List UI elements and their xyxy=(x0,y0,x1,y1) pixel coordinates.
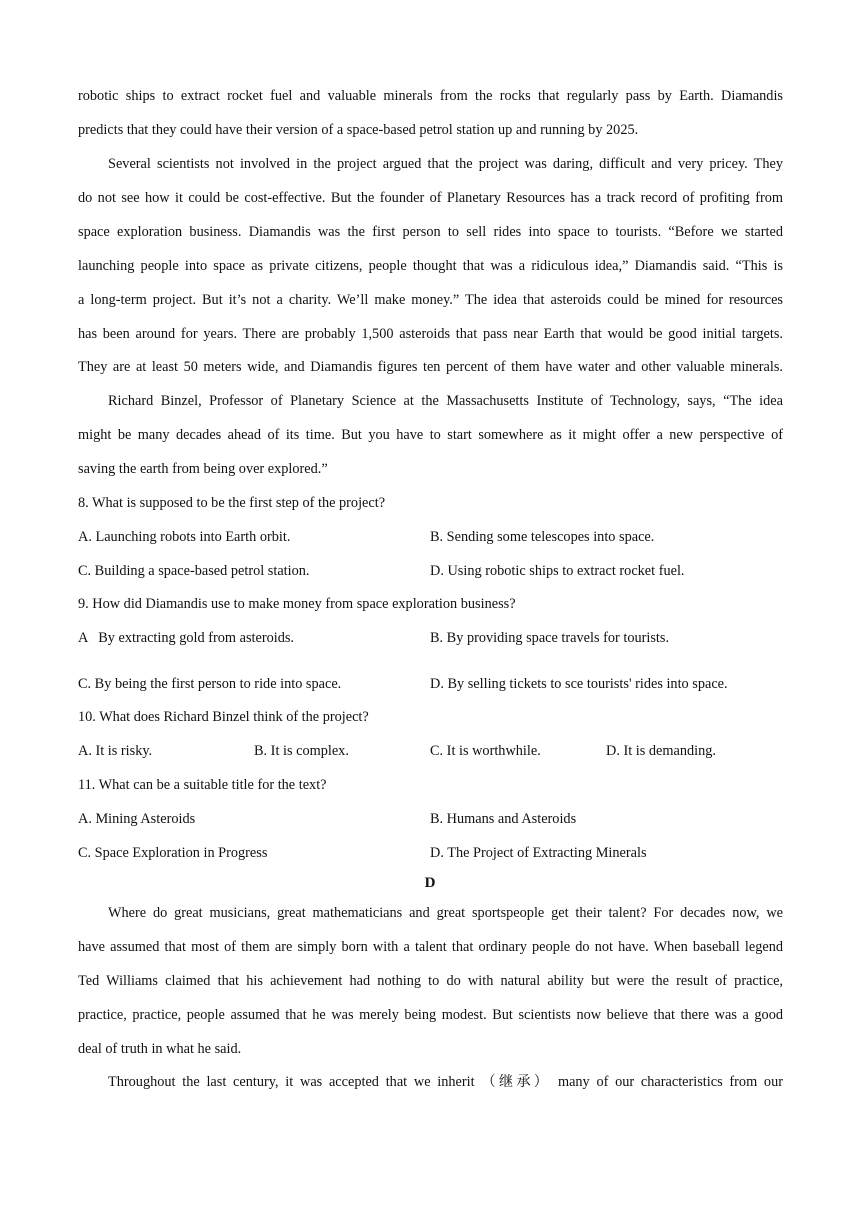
passage-c-p2-line-3: space exploration business. Diamandis was the first person to sell rides into space to tourists. “Before we started xyxy=(78,224,783,240)
question-10-option-a: A. It is risky. xyxy=(78,743,153,759)
question-10-stem: 10. What does Richard Binzel think of the project? xyxy=(78,709,369,725)
question-9-stem: 9. How did Diamandis use to make money from space exploration business? xyxy=(78,596,516,612)
passage-c-p3-line-2: might be many decades ahead of its time. But you have to start somewhere as it might offer a new perspective of xyxy=(78,427,783,443)
question-9-option-a: A By extracting gold from asteroids. xyxy=(78,630,295,646)
section-d-p1-line-3: Ted Williams claimed that his achievement had nothing to do with natural ability but were the result of practice, xyxy=(78,973,783,989)
question-8-option-d: D. Using robotic ships to extract rocket fuel. xyxy=(430,563,685,579)
passage-c-p3-line-3: saving the earth from being over explored.” xyxy=(78,461,328,477)
passage-c-p2-line-6: has been around for years. There are probably 1,500 asteroids that pass near Earth that would be good initial targets. xyxy=(78,326,783,342)
passage-c-p2-line-1: Several scientists not involved in the project argued that the project was daring, difficult and very pricey. They xyxy=(108,156,783,172)
passage-c-p2-line-2: do not see how it could be cost-effective. But the founder of Planetary Resources has a track record of profiting from xyxy=(78,190,783,206)
passage-c-p3-line-1: Richard Binzel, Professor of Planetary Science at the Massachusetts Institute of Technology, says, “The idea xyxy=(108,393,783,409)
question-8-option-c: C. Building a space-based petrol station. xyxy=(78,563,310,579)
section-d-p1-line-4: practice, practice, people assumed that he was merely being modest. But scientists now believe that there was a good xyxy=(78,1007,783,1023)
section-d-p1-line-5: deal of truth in what he said. xyxy=(78,1041,242,1057)
question-11-option-b: B. Humans and Asteroids xyxy=(430,811,577,827)
question-11-option-a: A. Mining Asteroids xyxy=(78,811,196,827)
question-10-option-d: D. It is demanding. xyxy=(606,743,716,759)
question-8-option-b: B. Sending some telescopes into space. xyxy=(430,529,655,545)
passage-c-p2-line-4: launching people into space as private citizens, people thought that was a ridiculous idea,” Diamandis said. “This is xyxy=(78,258,783,274)
question-9-option-d: D. By selling tickets to sce tourists' rides into space. xyxy=(430,676,728,692)
question-9-option-c: C. By being the first person to ride into space. xyxy=(78,676,342,692)
question-8-stem: 8. What is supposed to be the first step of the project? xyxy=(78,495,386,511)
question-10-option-b: B. It is complex. xyxy=(254,743,349,759)
section-d-p2-line-1: Throughout the last century, it was accepted that we inherit （继承） many of our characteristics from our xyxy=(108,1074,783,1090)
passage-c-p1-line-1: robotic ships to extract rocket fuel and valuable minerals from the rocks that regularly pass by Earth. Diamandis xyxy=(78,88,783,104)
question-9-option-b: B. By providing space travels for tourists. xyxy=(430,630,670,646)
passage-c-p2-line-7: They are at least 50 meters wide, and Diamandis figures ten percent of them have water and other valuable minerals. xyxy=(78,359,783,375)
section-d-heading: D xyxy=(424,875,436,891)
passage-c-p2-line-5: a long-term project. But it’s not a charity. We’ll make money.” The idea that asteroids could be mined for resources xyxy=(78,292,783,308)
section-d-p1-line-1: Where do great musicians, great mathematicians and great sportspeople get their talent? For decades now, we xyxy=(108,905,783,921)
section-d-p1-line-2: have assumed that most of them are simply born with a talent that ordinary people do not have. When baseball legend xyxy=(78,939,783,955)
question-10-option-c: C. It is worthwhile. xyxy=(430,743,541,759)
question-11-stem: 11. What can be a suitable title for the text? xyxy=(78,777,327,793)
passage-c-p1-line-2: predicts that they could have their version of a space-based petrol station up and running by 2025. xyxy=(78,122,639,138)
question-11-option-d: D. The Project of Extracting Minerals xyxy=(430,845,647,861)
question-8-option-a: A. Launching robots into Earth orbit. xyxy=(78,529,291,545)
question-11-option-c: C. Space Exploration in Progress xyxy=(78,845,268,861)
